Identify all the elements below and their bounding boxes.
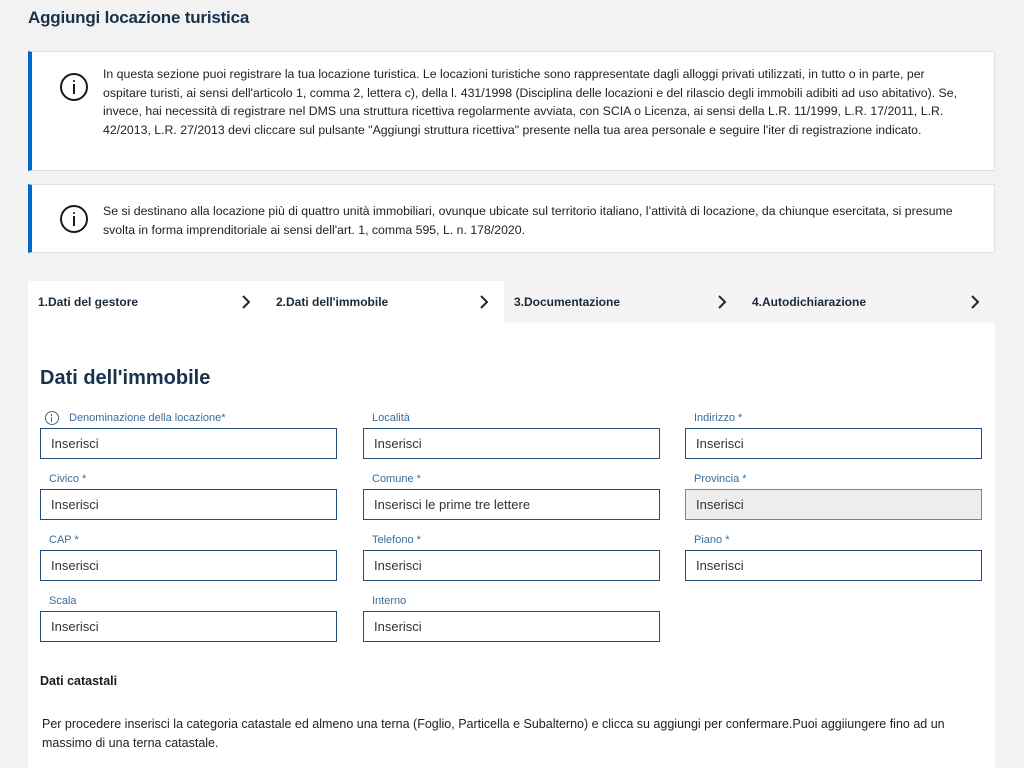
field-label: Indirizzo * [694,412,743,424]
field-label: Interno [372,595,407,607]
scala-input[interactable] [40,611,337,642]
field-label: Località [372,412,410,424]
telefono-input[interactable] [363,550,660,581]
page-title: Aggiungi locazione turistica [28,8,250,27]
info-text: Se si destinano alla locazione più di quattro unità immobiliari, ovunque ubicate sul territorio italiano, l’attività di locazione, da chiunque esercitata, si presume svolta in forma imprenditoriale ai sensi dell'art. 1, comma 595, L. n. 178/2020. [103,204,953,237]
civico-input[interactable] [40,489,337,520]
field-telefono [363,533,660,581]
info-box-locazioni [28,51,995,171]
field-label: Scala [49,595,77,607]
field-indirizzo [685,411,982,459]
step-documentazione[interactable] [504,281,742,323]
field-label: Provincia * [694,473,747,485]
field-label: Denominazione della locazione* [69,412,226,424]
step-label: 2.Dati dell'immobile [276,295,389,309]
field-label: Piano * [694,534,730,546]
field-localita [363,411,660,459]
chevron-right-icon [967,294,983,310]
piano-input[interactable] [685,550,982,581]
chevron-right-icon [714,294,730,310]
stepper [28,281,995,323]
interno-input[interactable] [363,611,660,642]
dati-catastali-instructions: Per procedere inserisci la categoria catastale ed almeno una terna (Foglio, Particella e Subalterno) e clicca su aggiungi per confermare.Puoi aggiiungere fino ad un massimo di una terna catastale. [42,717,945,750]
info-icon [60,205,88,233]
field-comune [363,472,660,520]
field-provincia [685,472,982,520]
cap-input[interactable] [40,550,337,581]
section-title: Dati dell'immobile [40,367,211,389]
step-dati-immobile[interactable] [266,281,504,323]
field-denominazione [40,411,337,459]
field-interno [363,594,660,642]
step-label: 3.Documentazione [514,295,621,309]
field-cap [40,533,337,581]
field-civico [40,472,337,520]
info-icon[interactable] [45,411,59,425]
step-label: 1.Dati del gestore [38,295,139,309]
step-dati-gestore[interactable] [28,281,266,323]
step-label: 4.Autodichiarazione [752,295,867,309]
field-label: Civico * [49,473,87,485]
info-box-unita-immobiliari [28,184,995,253]
field-label: CAP * [49,534,79,546]
form-panel [28,323,995,768]
dati-catastali-title: Dati catastali [40,674,118,688]
field-label: Comune * [372,473,421,485]
info-text: In questa sezione puoi registrare la tua locazione turistica. Le locazioni turistiche sono rappresentate dagli alloggi privati utilizzati, in tutto o in parte, per ospitare turisti, ai sensi dell'articolo 1, comma 2, lettera c), della l. 431/1998 (Disciplina delle locazioni e del rilascio degli immobili adibiti ad uso abitativo). Se, invece, hai necessità di registrare nel DMS una struttura ricettiva regolarmente avviata, con SCIA o Licenza, ai sensi della L.R. 11/1999, L.R. 17/2011, L.R. 42/2013, L.R. 27/2013 devi cliccare sul pulsante "Aggiungi struttura ricettiva" presente nella tua area personale e seguire l'iter di registrazione indicato. [103,67,957,137]
step-autodichiarazione[interactable] [742,281,995,323]
localita-input[interactable] [363,428,660,459]
denominazione-input[interactable] [40,428,337,459]
field-label: Telefono * [372,534,421,546]
chevron-right-icon [476,294,492,310]
field-piano [685,533,982,581]
field-scala [40,594,337,642]
chevron-right-icon [238,294,254,310]
comune-input[interactable] [363,489,660,520]
provincia-input [685,489,982,520]
info-icon [60,73,88,101]
indirizzo-input[interactable] [685,428,982,459]
